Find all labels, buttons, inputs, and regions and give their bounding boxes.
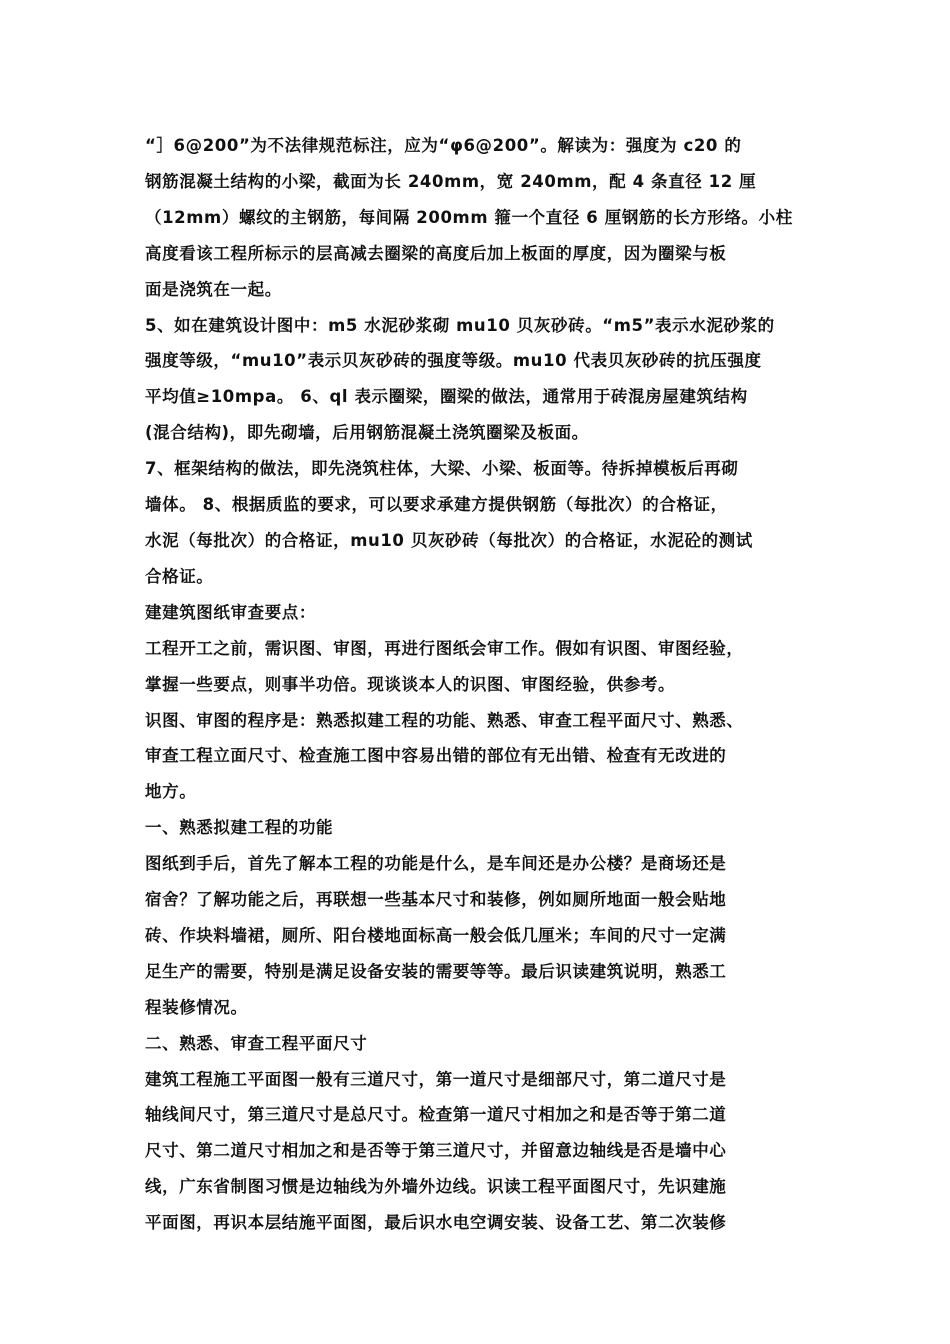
text-line: 面是浇筑在一起。 (145, 279, 282, 299)
text-line: 审查工程立面尺寸、检查施工图中容易出错的部位有无出错、检查有无改进的 (145, 746, 727, 766)
text-line: 7、框架结构的做法，即先浇筑柱体，大梁、小梁、板面等。待拆掉模板后再砌 (145, 459, 739, 479)
document-body (145, 128, 815, 1241)
text-line: 5、如在建筑设计图中：m5 水泥砂浆砌 mu10 贝灰砂砖。“m5”表示水泥砂浆的 (145, 315, 775, 335)
text-line: 建筑工程施工平面图一般有三道尺寸，第一道尺寸是细部尺寸，第二道尺寸是 (145, 1069, 727, 1089)
text-line: 识图、审图的程序是：熟悉拟建工程的功能、熟悉、审查工程平面尺寸、熟悉、 (145, 710, 744, 730)
text-line: “］6@200”为不法律规范标注，应为“φ6@200”。解读为：强度为 c20 的 (145, 136, 742, 155)
text-line: 地方。 (145, 782, 197, 802)
text-line: 线，广东省制图习惯是边轴线为外墙外边线。识读工程平面图尺寸，先识建施 (145, 1177, 727, 1197)
text-line: 图纸到手后，首先了解本工程的功能是什么，是车间还是办公楼？是商场还是 (145, 854, 727, 874)
text-line: 墙体。 8、根据质监的要求，可以要求承建方提供钢筋（每批次）的合格证， (145, 495, 728, 515)
text-line: 钢筋混凝土结构的小梁，截面为长 240mm，宽 240mm，配 4 条直径 12 厘 (145, 171, 757, 191)
section-heading: 建建筑图纸审查要点： (145, 602, 316, 622)
text-line: 宿舍？了解功能之后，再联想一些基本尺寸和装修，例如厕所地面一般会贴地 (145, 890, 727, 910)
text-line: 水泥（每批次）的合格证，mu10 贝灰砂砖（每批次）的合格证，水泥砼的测试 (145, 530, 753, 550)
text-line: 尺寸、第二道尺寸相加之和是否等于第三道尺寸，并留意边轴线是否是墙中心 (145, 1141, 727, 1161)
section-heading: 一、熟悉拟建工程的功能 (145, 818, 334, 838)
text-line: 平均值≥10mpa。 6、ql 表示圈梁，圈梁的做法，通常用于砖混房屋建筑结构 (145, 387, 748, 407)
text-line: 强度等级，“mu10”表示贝灰砂砖的强度等级。mu10 代表贝灰砂砖的抗压强度 (145, 351, 762, 371)
text-line: 高度看该工程所标示的层高减去圈梁的高度后加上板面的厚度，因为圈梁与板 (145, 243, 727, 263)
text-line: 合格证。 (145, 566, 214, 586)
text-line: 砖、作块料墙裙，厕所、阳台楼地面标高一般会低几厘米；车间的尺寸一定满 (145, 925, 727, 945)
section-heading: 二、熟悉、审查工程平面尺寸 (145, 1033, 368, 1053)
text-line: 足生产的需要，特别是满足设备安装的需要等等。最后识读建筑说明，熟悉工 (145, 961, 727, 981)
text-line: (混合结构)，即先砌墙，后用钢筋混凝土浇筑圈梁及板面。 (145, 423, 589, 443)
text-line: 平面图，再识本层结施平面图，最后识水电空调安装、设备工艺、第二次装修 (145, 1213, 727, 1233)
text-line: 工程开工之前，需识图、审图，再进行图纸会审工作。假如有识图、审图经验， (145, 638, 744, 658)
text-line: 轴线间尺寸，第三道尺寸是总尺寸。检查第一道尺寸相加之和是否等于第二道 (145, 1105, 727, 1125)
text-line: 掌握一些要点，则事半功倍。现谈谈本人的识图、审图经验，供参考。 (145, 674, 676, 694)
text-line: （12mm）螺纹的主钢筋，每间隔 200mm 箍一个直径 6 厘钢筋的长方形络。小柱 (145, 207, 793, 227)
text-line: 程装修情况。 (145, 997, 248, 1017)
